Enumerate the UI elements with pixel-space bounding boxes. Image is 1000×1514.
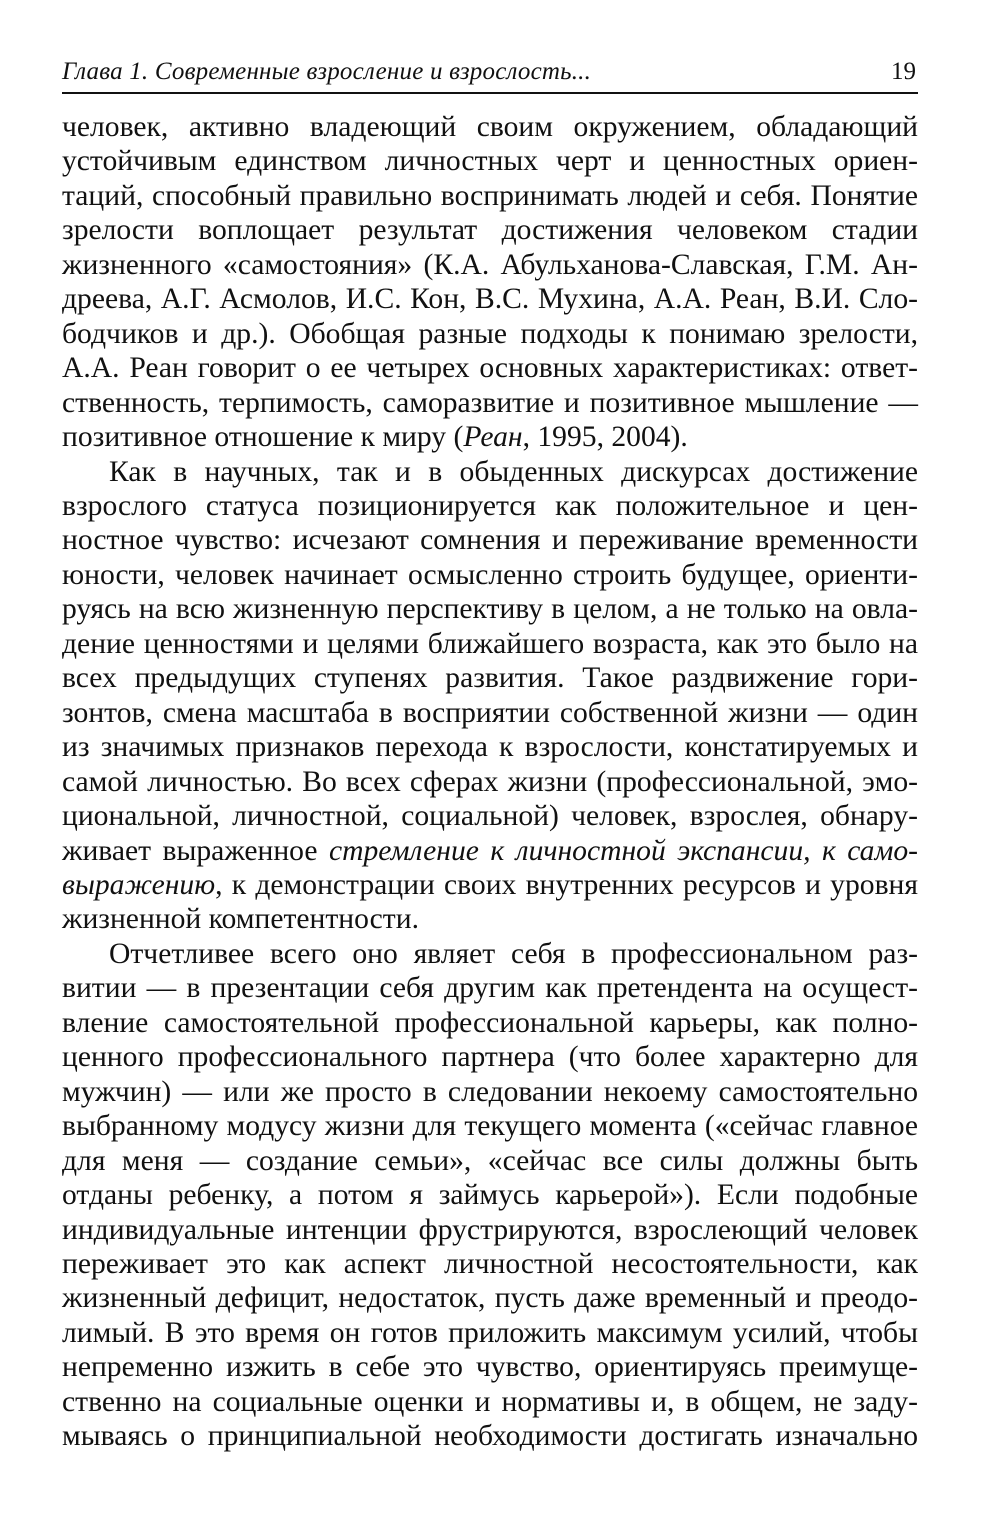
body-text bbox=[62, 110, 918, 1454]
paragraph-2-text-b: , к демонстрации своих внутренних ресурсов и уровня жизненной компетентности. bbox=[62, 868, 918, 936]
paragraph-2-emphasis: стремление к личностной экспансии, к самовыражению bbox=[62, 834, 918, 901]
paragraph-3-text: Отчетливее всего оно являет себя в профессиональном развитии — в презентации себя другим как претендента на осуществление самостоятельной профессиональной карьеры, как полноценного профессионального партнера (что более характерно для мужчин) — или же просто в следовании некоему самостоятельно выбранному модусу жизни для текущего момента («сейчас главное для меня — создание семьи», «сейчас все силы должны быть отданы ребенку, а потом я займусь карьерой»). Если подобные индивидуальные интенции фрустрируются, взрослеющий человек переживает это как аспект личностной несостоятельности, как жизненный дефицит, недостаток, пусть даже временный и преодолимый. В это время он готов приложить максимум усилий, чтобы непременно изжить в себе это чувство, ориентируясь преимущественно на социальные оценки и нормативы и, в общем, не задумываясь о принципиальной необходимости достигать изначально bbox=[62, 937, 918, 1453]
chapter-title: Глава 1. Современные взросление и взрослость... bbox=[62, 58, 592, 85]
paragraph-1-text: человек, активно владеющий своим окружением, обладающий устойчивым единством личностных черт и ценностных ориентаций, способный правильно воспринимать людей и себя. Понятие зрелости воплощает результат достижения человеком стадии жизненного «самостояния» (К.А. Абульханова-Славская, Г.М. Андреева, А.Г. Асмолов, И.С. Кон, В.С. Мухина, А.А. Реан, В.И. Слободчиков и др.). Обобщая разные подходы к понимаю зрелости, А.А. Реан говорит о ее четырех основных характеристиках: ответственность, терпимость, саморазвитие и позитивное мышление — позитивное отношение к миру ( bbox=[62, 111, 918, 454]
paragraph-3 bbox=[62, 937, 918, 1454]
paragraph-2 bbox=[62, 455, 918, 937]
paragraph-2-text-a: Как в научных, так и в обыденных дискурсах достижение взрослого статуса позиционируется как положительное и ценностное чувство: исчезают сомнения и переживание временности юности, человек начинает осмысленно строить будущее, ориентируясь на всю жизненную перспективу в целом, а не только на овладение ценностями и целями ближайшего возраста, как это было на всех предыдущих ступенях развития. Такое раздвижение горизонтов, смена масштаба в восприятии собственной жизни — один из значимых признаков перехода к взрослости, констатируемых и самой личностью. Во всех сферах жизни (профессиональной, эмоциональной, личностной, социальной) человек, взрослея, обнаруживает выраженное bbox=[62, 455, 918, 867]
citation-author: Реан bbox=[463, 421, 523, 454]
book-page bbox=[62, 52, 918, 1454]
citation-years: , 1995, 2004). bbox=[522, 421, 688, 454]
page-number: 19 bbox=[891, 58, 916, 85]
paragraph-1 bbox=[62, 110, 918, 455]
running-header bbox=[62, 52, 918, 94]
